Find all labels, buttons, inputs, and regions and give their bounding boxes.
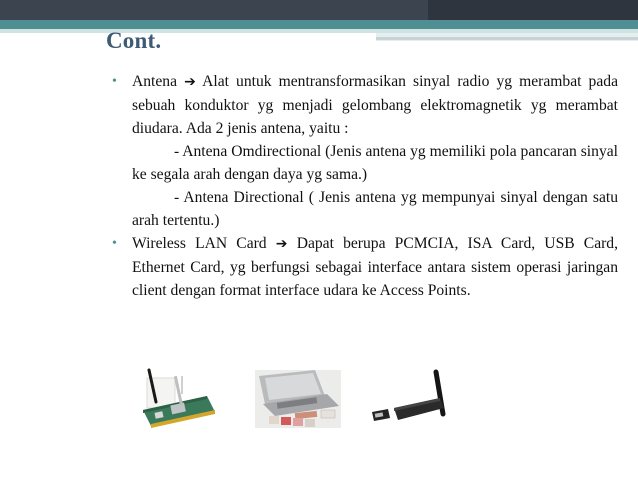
laptop-pcmcia-card-image <box>255 370 341 428</box>
slide-content <box>112 70 618 302</box>
wlan-text: Dapat berupa PCMCIA, ISA Card, USB Card, Ethernet Card, yg berfungsi sebagai interface antara sistem operasi jaringan client dengan format interface udara ke Access Points. <box>132 235 619 299</box>
pci-wireless-card-image <box>137 368 221 432</box>
slide-title: Cont. <box>106 28 162 53</box>
header-band-teal <box>0 20 638 29</box>
paragraph-antena <box>112 70 618 140</box>
bullet-icon: • <box>112 74 117 89</box>
antena-label: Antena <box>132 73 178 90</box>
arrow-right-icon: ➔ <box>275 236 288 252</box>
omnidirectional-text: - Antena Omdirectional (Jenis antena yg memiliki pola pancaran sinyal ke segala arah dengan daya yg sama.) <box>132 143 618 183</box>
directional-text: - Antena Directional ( Jenis antena yg mempunyai sinyal dengan satu arah tertentu.) <box>132 189 618 229</box>
header-band <box>0 0 638 20</box>
paragraph-wlan-card <box>112 232 618 302</box>
antena-text: Alat untuk mentransformasikan sinyal radio yg merambat pada sebuah konduktor yg menjadi gelombang elektromagnetik yg merambat diudara. Ada 2 jenis antena, yaitu : <box>132 73 618 137</box>
arrow-right-icon: ➔ <box>184 74 196 90</box>
paragraph-directional <box>112 186 618 232</box>
bullet-icon: • <box>112 236 117 251</box>
usb-wireless-adapter-image <box>370 366 452 424</box>
paragraph-omnidirectional <box>112 140 618 186</box>
header-accent-line <box>376 37 638 40</box>
header-band-dark <box>428 0 638 20</box>
wlan-label: Wireless LAN Card <box>132 235 267 252</box>
